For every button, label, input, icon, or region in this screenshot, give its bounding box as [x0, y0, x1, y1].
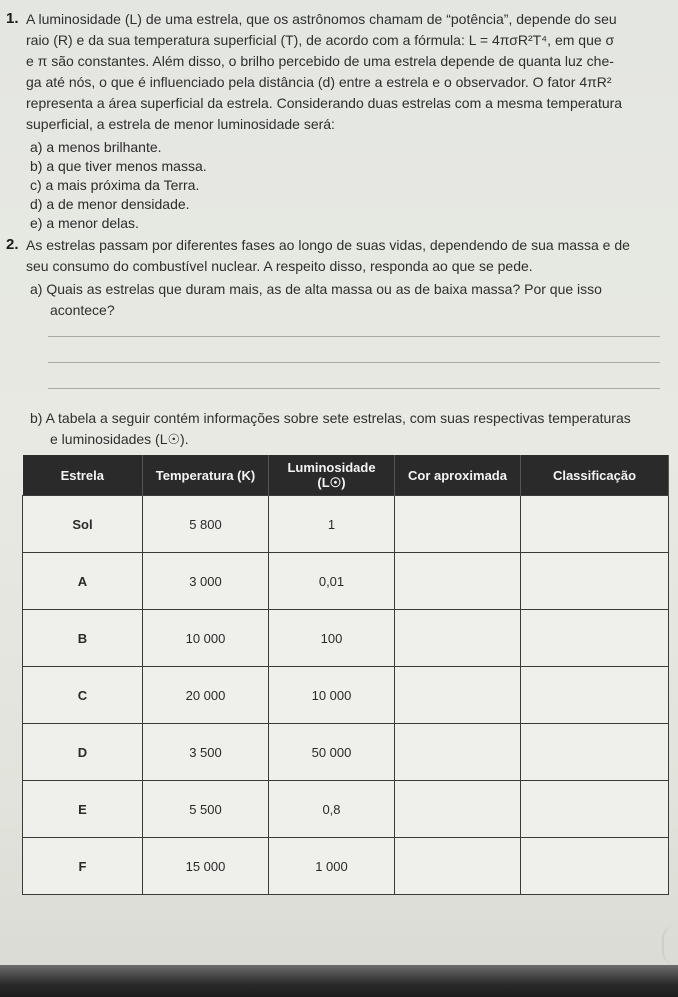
- cell-classificacao-input[interactable]: [521, 553, 669, 610]
- cell-temperatura: 20 000: [143, 667, 269, 724]
- cell-cor-input[interactable]: [395, 553, 521, 610]
- question-1-option-c[interactable]: c) a mais próxima da Terra.: [30, 177, 200, 193]
- cell-estrela: D: [23, 724, 143, 781]
- question-1-line: A luminosidade (L) de uma estrela, que os astrônomos chamam de “potência”, depende do seu: [26, 11, 617, 27]
- header-cor: Cor aproximada: [395, 455, 521, 496]
- question-1-line: ga até nós, o que é influenciado pela distância (d) entre a estrela e o observador. O fator 4πR²: [26, 74, 612, 90]
- cell-cor-input[interactable]: [395, 667, 521, 724]
- table-row: [23, 781, 669, 838]
- cell-cor-input[interactable]: [395, 724, 521, 781]
- cell-cor-input[interactable]: [395, 610, 521, 667]
- table-header-row: [23, 455, 669, 496]
- cell-estrela: B: [23, 610, 143, 667]
- cell-estrela: F: [23, 838, 143, 895]
- cell-luminosidade: 50 000: [269, 724, 395, 781]
- stars-table: [22, 455, 669, 895]
- cell-cor-input[interactable]: [395, 781, 521, 838]
- question-1-line: superficial, a estrela de menor luminosidade será:: [26, 116, 335, 132]
- cell-temperatura: 5 500: [143, 781, 269, 838]
- question-1-option-e[interactable]: e) a menor delas.: [30, 215, 139, 231]
- question-1-option-b[interactable]: b) a que tiver menos massa.: [30, 158, 207, 174]
- question-2-number: 2.: [6, 236, 19, 253]
- cell-temperatura: 10 000: [143, 610, 269, 667]
- question-2b-line: e luminosidades (L☉).: [50, 431, 189, 447]
- question-1-option-a[interactable]: a) a menos brilhante.: [30, 139, 162, 155]
- cell-estrela: Sol: [23, 496, 143, 553]
- cell-classificacao-input[interactable]: [521, 838, 669, 895]
- cell-luminosidade: 10 000: [269, 667, 395, 724]
- question-2a-line: a) Quais as estrelas que duram mais, as de alta massa ou as de baixa massa? Por que isso: [30, 281, 602, 297]
- cell-luminosidade: 0,01: [269, 553, 395, 610]
- cell-temperatura: 3 000: [143, 553, 269, 610]
- cell-classificacao-input[interactable]: [521, 496, 669, 553]
- question-1-line: e π são constantes. Além disso, o brilho percebido de uma estrela depende de quanta luz che-: [26, 53, 614, 69]
- header-luminosidade: Luminosidade (L☉): [269, 455, 395, 496]
- cell-temperatura: 15 000: [143, 838, 269, 895]
- answer-line[interactable]: [48, 362, 660, 363]
- cell-classificacao-input[interactable]: [521, 610, 669, 667]
- question-2-line: seu consumo do combustível nuclear. A respeito disso, responda ao que se pede.: [26, 258, 533, 274]
- question-1-number: 1.: [6, 10, 19, 27]
- table-row: [23, 610, 669, 667]
- table-row: [23, 724, 669, 781]
- table-row: [23, 553, 669, 610]
- question-2a-line: acontece?: [50, 302, 115, 318]
- cell-cor-input[interactable]: [395, 838, 521, 895]
- header-classificacao: Classificação: [521, 455, 669, 496]
- header-estrela: Estrela: [23, 455, 143, 496]
- cell-temperatura: 3 500: [143, 724, 269, 781]
- question-1-line: representa a área superficial da estrela. Considerando duas estrelas com a mesma temperatura: [26, 95, 623, 111]
- cell-classificacao-input[interactable]: [521, 724, 669, 781]
- header-temperatura: Temperatura (K): [143, 455, 269, 496]
- cell-cor-input[interactable]: [395, 496, 521, 553]
- cell-estrela: E: [23, 781, 143, 838]
- cell-temperatura: 5 800: [143, 496, 269, 553]
- page-edge-mark: [662, 925, 678, 965]
- question-2b-line: b) A tabela a seguir contém informações sobre sete estrelas, com suas respectivas temperaturas: [30, 410, 631, 426]
- question-1-line: raio (R) e da sua temperatura superficial (T), de acordo com a fórmula: L = 4πσR²T⁴, em que σ: [26, 32, 615, 48]
- cell-classificacao-input[interactable]: [521, 667, 669, 724]
- question-2-line: As estrelas passam por diferentes fases ao longo de suas vidas, dependendo de sua massa e de: [26, 237, 630, 253]
- table-row: [23, 838, 669, 895]
- cell-estrela: C: [23, 667, 143, 724]
- cell-luminosidade: 1 000: [269, 838, 395, 895]
- answer-line[interactable]: [48, 388, 660, 389]
- table-row: [23, 496, 669, 553]
- photo-bottom-shadow: [0, 965, 678, 997]
- question-1-option-d[interactable]: d) a de menor densidade.: [30, 196, 190, 212]
- cell-luminosidade: 1: [269, 496, 395, 553]
- cell-estrela: A: [23, 553, 143, 610]
- table-row: [23, 667, 669, 724]
- cell-classificacao-input[interactable]: [521, 781, 669, 838]
- cell-luminosidade: 100: [269, 610, 395, 667]
- cell-luminosidade: 0,8: [269, 781, 395, 838]
- answer-line[interactable]: [48, 336, 660, 337]
